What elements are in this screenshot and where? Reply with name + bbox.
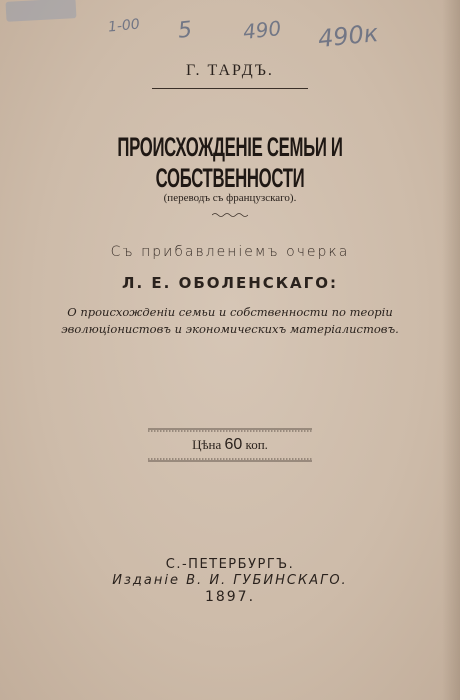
library-stamp: [6, 0, 77, 22]
imprint-year: 1897.: [204, 589, 256, 605]
price-amount: 60: [224, 436, 243, 453]
author-divider: [152, 88, 308, 89]
page-edge-shadow: [442, 0, 460, 700]
handwritten-note: 1-00: [107, 16, 141, 36]
ornament-divider: [212, 212, 248, 218]
imprint-city: С.-ПЕТЕРБУРГЪ.: [165, 557, 295, 572]
price-rule-top: [148, 428, 312, 432]
handwritten-note: 5: [176, 17, 194, 44]
imprint-publisher: Изданіе В. И. ГУБИНСКАГО.: [112, 573, 348, 588]
translation-note: (переводъ съ французскаго).: [163, 192, 297, 204]
price-label: Цѣна: [192, 437, 222, 452]
essay-subtitle: О происхожденіи семьи и собственности по теоріи эволюціонистовъ и экономическихъ матеріалистовъ.: [61, 305, 399, 336]
handwritten-note: 490: [241, 16, 283, 44]
book-title: ПРОИСХОЖДЕНІЕ СЕМЬИ И СОБСТВЕННОСТИ: [117, 132, 343, 193]
addition-line: Съ прибавленіемъ очерка: [110, 244, 350, 260]
coauthor-name: Л. Е. ОБОЛЕНСКАГО:: [122, 274, 338, 292]
price-rule-bottom: [148, 458, 312, 462]
price-text: [148, 436, 312, 454]
price-unit: коп.: [245, 437, 268, 452]
price-box: [148, 428, 312, 462]
handwritten-note: 490к: [316, 18, 380, 54]
author-name: Г. ТАРДЪ.: [186, 62, 274, 79]
